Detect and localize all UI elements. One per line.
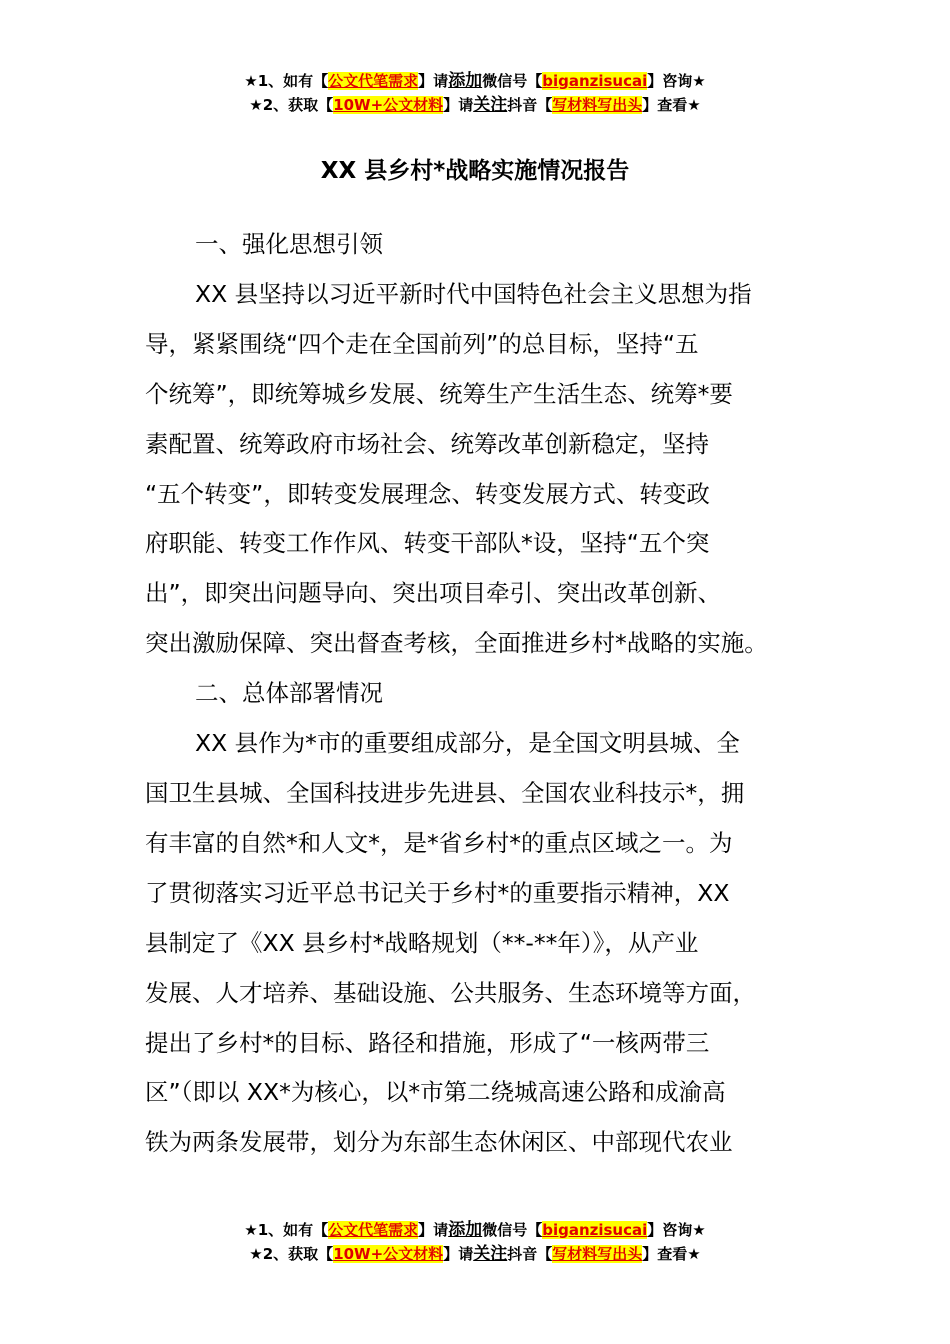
document-title: XX 县乡村*战略实施情况报告 [320, 158, 630, 184]
banner-line-2: ★2、获取【10W+公文材料】请关注抖音【写材料写出头】查看★ [249, 1244, 701, 1264]
text-line: 县制定了《XX 县乡村*战略规划（**-**年）》，从产业 [145, 928, 699, 957]
text-line: 区”（即以 XX*为核心，以*市第二绕城高速公路和成渝高 [145, 1078, 726, 1107]
bottom-banner [0, 1218, 950, 1266]
text-line: 发展、人才培养、基础设施、公共服务、生态环境等方面， [145, 978, 756, 1007]
text-line: 素配置、统筹政府市场社会、统筹改革创新稳定，坚持 [145, 429, 709, 458]
text-line: 国卫生县城、全国科技进步先进县、全国农业科技示*，拥 [145, 778, 745, 807]
banner-line-2: ★2、获取【10W+公文材料】请关注抖音【写材料写出头】查看★ [249, 95, 701, 115]
text-line: 一、强化思想引领 [195, 230, 383, 258]
text-line: 有丰富的自然*和人文*，是*省乡村*的重点区域之一。为 [145, 828, 733, 857]
banner-line-1: ★1、如有【公文代笔需求】请添加微信号【biganzisucai】咨询★ [244, 1220, 706, 1240]
text-line: XX 县坚持以习近平新时代中国特色社会主义思想为指 [195, 279, 752, 308]
text-line: 突出激励保障、突出督查考核，全面推进乡村*战略的实施。 [145, 629, 768, 658]
document-body [145, 220, 825, 1168]
text-line: 了贯彻落实习近平总书记关于乡村*的重要指示精神，XX [145, 878, 730, 907]
text-line: 出”，即突出问题导向、突出项目牵引、突出改革创新、 [145, 579, 722, 608]
text-line: 铁为两条发展带，划分为东部生态休闲区、中部现代农业 [145, 1128, 733, 1157]
banner-line-1: ★1、如有【公文代笔需求】请添加微信号【biganzisucai】咨询★ [244, 71, 706, 91]
text-line: XX 县作为*市的重要组成部分，是全国文明县城、全 [195, 729, 740, 758]
text-line: 提出了乡村*的目标、路径和措施，形成了“一核两带三 [145, 1028, 710, 1057]
top-banner [0, 69, 950, 117]
text-line: 个统筹”，即统筹城乡发展、统筹生产生活生态、统筹*要 [145, 379, 733, 408]
text-line: 二、总体部署情况 [195, 679, 383, 708]
text-line: 导，紧紧围绕“四个走在全国前列”的总目标，坚持“五 [145, 329, 699, 358]
text-line: “五个转变”，即转变发展理念、转变发展方式、转变政 [145, 479, 710, 508]
wechat-id: biganzisucai [542, 72, 648, 90]
text-line: 府职能、转变工作作风、转变干部队*设，坚持“五个突 [145, 529, 710, 558]
